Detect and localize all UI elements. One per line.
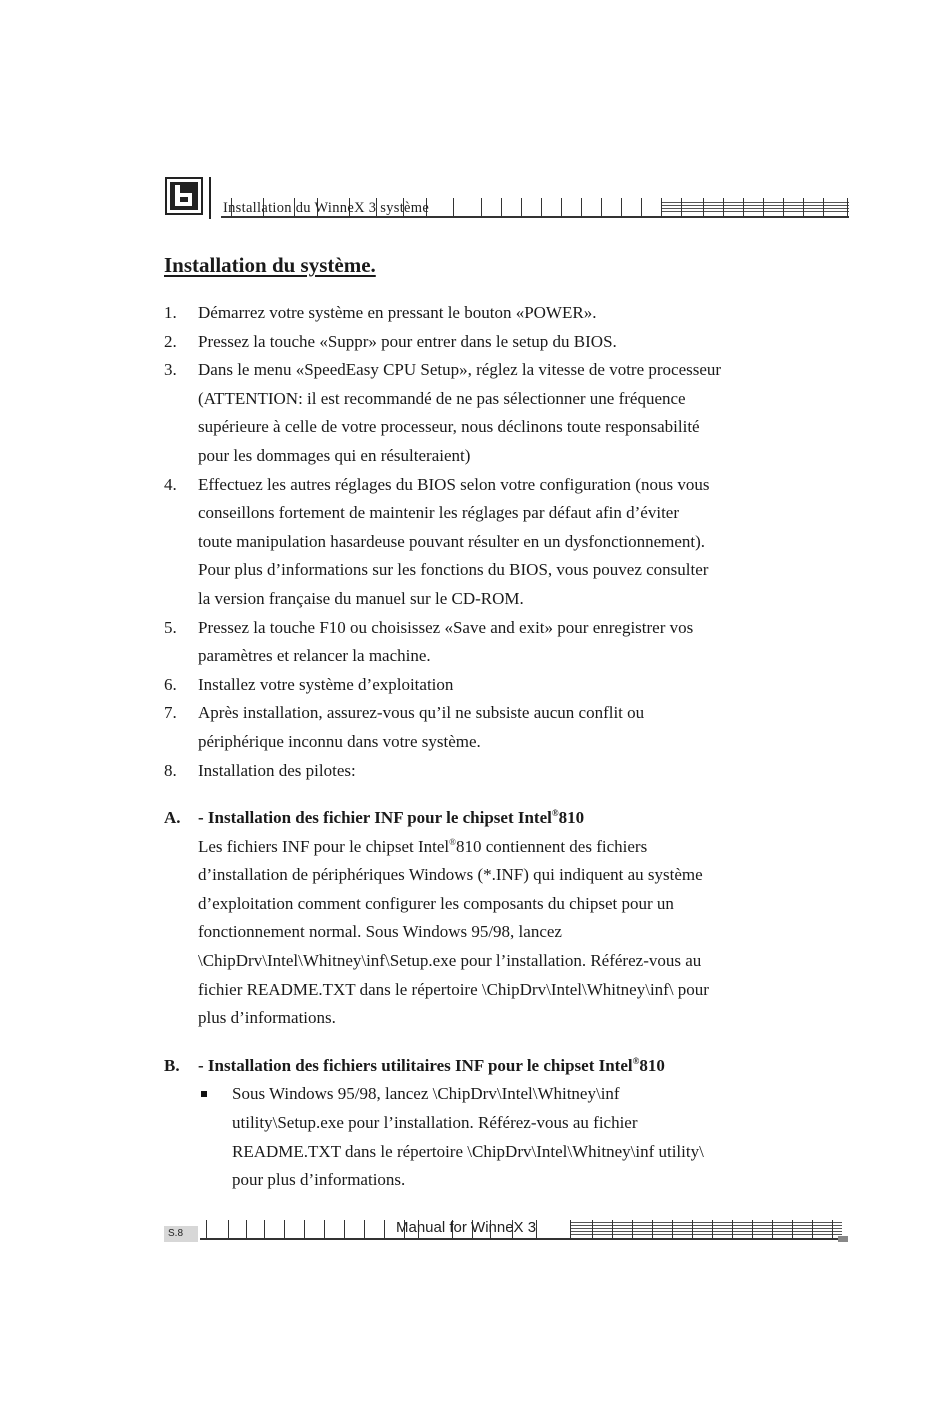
list-item-text: Installez votre système d’exploitation	[198, 674, 454, 694]
list-item-number: 1.	[164, 303, 177, 322]
paragraph-line: \ChipDrv\Intel\Whitney\inf\Setup.exe pour l’installation. Référez-vous au	[198, 951, 702, 971]
list-item-text: la version française du manuel sur le CD-ROM.	[198, 588, 524, 608]
section-a-letter: A.	[164, 808, 181, 828]
footer-title: Manual for WinneX 3	[396, 1219, 537, 1236]
list-item-text: Effectuez les autres réglages du BIOS selon votre configuration (nous vous	[198, 474, 710, 494]
list-item-text: Pressez la touche F10 ou choisissez «Save and exit» pour enregistrer vos	[198, 617, 694, 637]
list-item	[164, 356, 804, 470]
list-item	[164, 299, 804, 328]
square-bullet-icon	[201, 1091, 207, 1097]
list-item	[164, 699, 804, 756]
main-content	[164, 299, 804, 1195]
paragraph-line: pour plus d’informations.	[232, 1170, 406, 1190]
list-item-text: Après installation, assurez-vous qu’il ne subsiste aucun conflit ou	[198, 703, 645, 723]
list-item-number: 5.	[164, 617, 177, 637]
list-item-text: Démarrez votre système en pressant le bouton «POWER».	[198, 303, 597, 322]
header-title: Installation du WinneX 3 système	[223, 200, 430, 216]
list-item-number: 7.	[164, 703, 177, 723]
list-item-number: 6.	[164, 674, 177, 694]
page-number: S.8	[164, 1226, 198, 1242]
section-b-heading: - Installation des fichiers utilitaires INF pour le chipset Intel®810	[198, 1055, 665, 1075]
paragraph-line: fonctionnement normal. Sous Windows 95/98, lancez	[198, 922, 562, 942]
paragraph-line: README.TXT dans le répertoire \ChipDrv\Intel\Whitney\inf utility\	[232, 1141, 704, 1161]
paragraph-line: Sous Windows 95/98, lancez \ChipDrv\Intel\Whitney\inf	[232, 1084, 620, 1104]
page-footer	[164, 1218, 848, 1244]
section-b-bullet-text	[232, 1080, 804, 1194]
section-b-bullet	[198, 1080, 804, 1194]
list-item-text: périphérique inconnu dans votre système.	[198, 731, 481, 751]
list-item-text: Dans le menu «SpeedEasy CPU Setup», réglez la vitesse de votre processeur	[198, 360, 722, 380]
biostar-logo-icon	[165, 177, 203, 215]
section-b	[164, 1052, 804, 1195]
list-item-text: Pressez la touche «Suppr» pour entrer dans le setup du BIOS.	[198, 331, 617, 351]
paragraph-line: d’installation de périphériques Windows (*.INF) qui indiquent au système	[198, 865, 703, 885]
list-item-number: 3.	[164, 360, 177, 380]
section-a-body	[198, 861, 804, 1033]
section-a-line: Les fichiers INF pour le chipset Intel®810 contiennent des fichiers	[198, 836, 648, 856]
paragraph-line: utility\Setup.exe pour l’installation. Référez-vous au fichier	[232, 1113, 638, 1133]
steps-list	[164, 299, 804, 785]
paragraph-line: plus d’informations.	[198, 1008, 336, 1028]
section-a-heading: - Installation des fichier INF pour le chipset Intel®810	[198, 808, 585, 828]
list-item-text: supérieure à celle de votre processeur, nous déclinons toute responsabilité	[198, 417, 700, 437]
list-item	[164, 328, 804, 357]
header-divider	[209, 177, 211, 219]
list-item-text: paramètres et relancer la machine.	[198, 646, 431, 666]
list-item	[164, 757, 804, 786]
list-item	[164, 471, 804, 614]
paragraph-line: d’exploitation comment configurer les composants du chipset pour un	[198, 893, 674, 913]
list-item-number: 4.	[164, 474, 177, 494]
page-title: Installation du système.	[164, 253, 376, 277]
paragraph-line: fichier README.TXT dans le répertoire \ChipDrv\Intel\Whitney\inf\ pour	[198, 979, 709, 999]
section-b-letter: B.	[164, 1055, 180, 1075]
list-item-text: (ATTENTION: il est recommandé de ne pas sélectionner une fréquence	[198, 388, 686, 408]
list-item-number: 2.	[164, 331, 177, 351]
section-a	[164, 804, 804, 1033]
list-item-text: conseillons fortement de maintenir les réglages par défaut afin d’éviter	[198, 503, 680, 523]
list-item-text: toute manipulation hasardeuse pouvant résulter en un dysfonctionnement).	[198, 531, 706, 551]
list-item-text: pour les dommages qui en résulteraient)	[198, 445, 471, 465]
list-item-text: Installation des pilotes:	[198, 760, 356, 780]
list-item-text: Pour plus d’informations sur les fonctions du BIOS, vous pouvez consulter	[198, 560, 709, 580]
list-item	[164, 671, 804, 700]
list-item	[164, 614, 804, 671]
page-header	[165, 177, 849, 221]
list-item-number: 8.	[164, 760, 177, 780]
